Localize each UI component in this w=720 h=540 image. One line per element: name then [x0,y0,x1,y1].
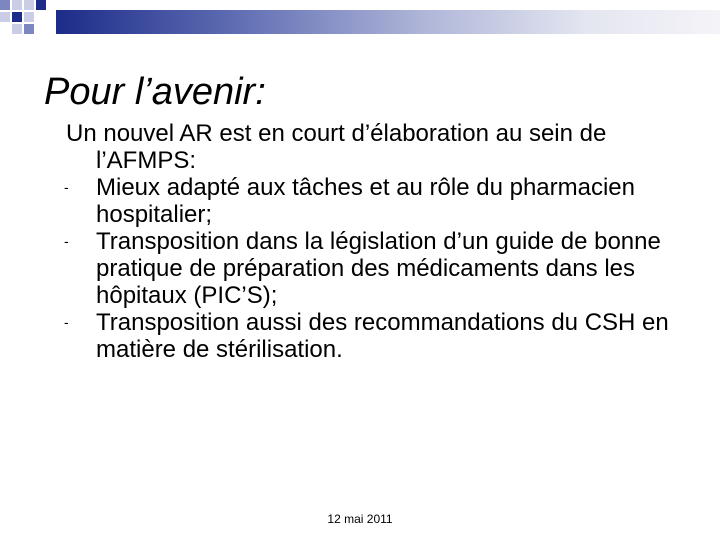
header-gradient-bar [56,10,720,34]
intro-paragraph: Un nouvel AR est en court d’élaboration au sein de l’AFMPS: [66,120,607,174]
decor-square [0,12,10,22]
bullet-text: Transposition aussi des recommandations du CSH en matière de stérilisation. [96,309,669,363]
decor-square [36,0,46,10]
footer-date: 12 mai 2011 [327,512,393,526]
bullet-item [66,309,706,363]
bullet-marker: - [64,179,69,195]
decor-square [24,0,34,10]
decor-square [12,24,22,34]
bullet-marker: - [64,233,69,249]
decor-square [0,0,10,10]
bullet-text: Mieux adapté aux tâches et au rôle du pharmacien hospitalier; [96,174,636,228]
decor-square [24,24,34,34]
bullet-item [66,174,706,228]
bullet-marker: - [64,314,69,330]
bullet-item [66,228,706,309]
slide-title: Pour l’avenir: [44,71,266,113]
decor-square [24,12,34,22]
decor-square [12,0,22,10]
bullet-text: Transposition dans la législation d’un guide de bonne pratique de préparation des médicaments dans les hôpitaux (PIC’S); [96,228,661,309]
decor-square [12,12,22,22]
slide-body [66,120,706,363]
